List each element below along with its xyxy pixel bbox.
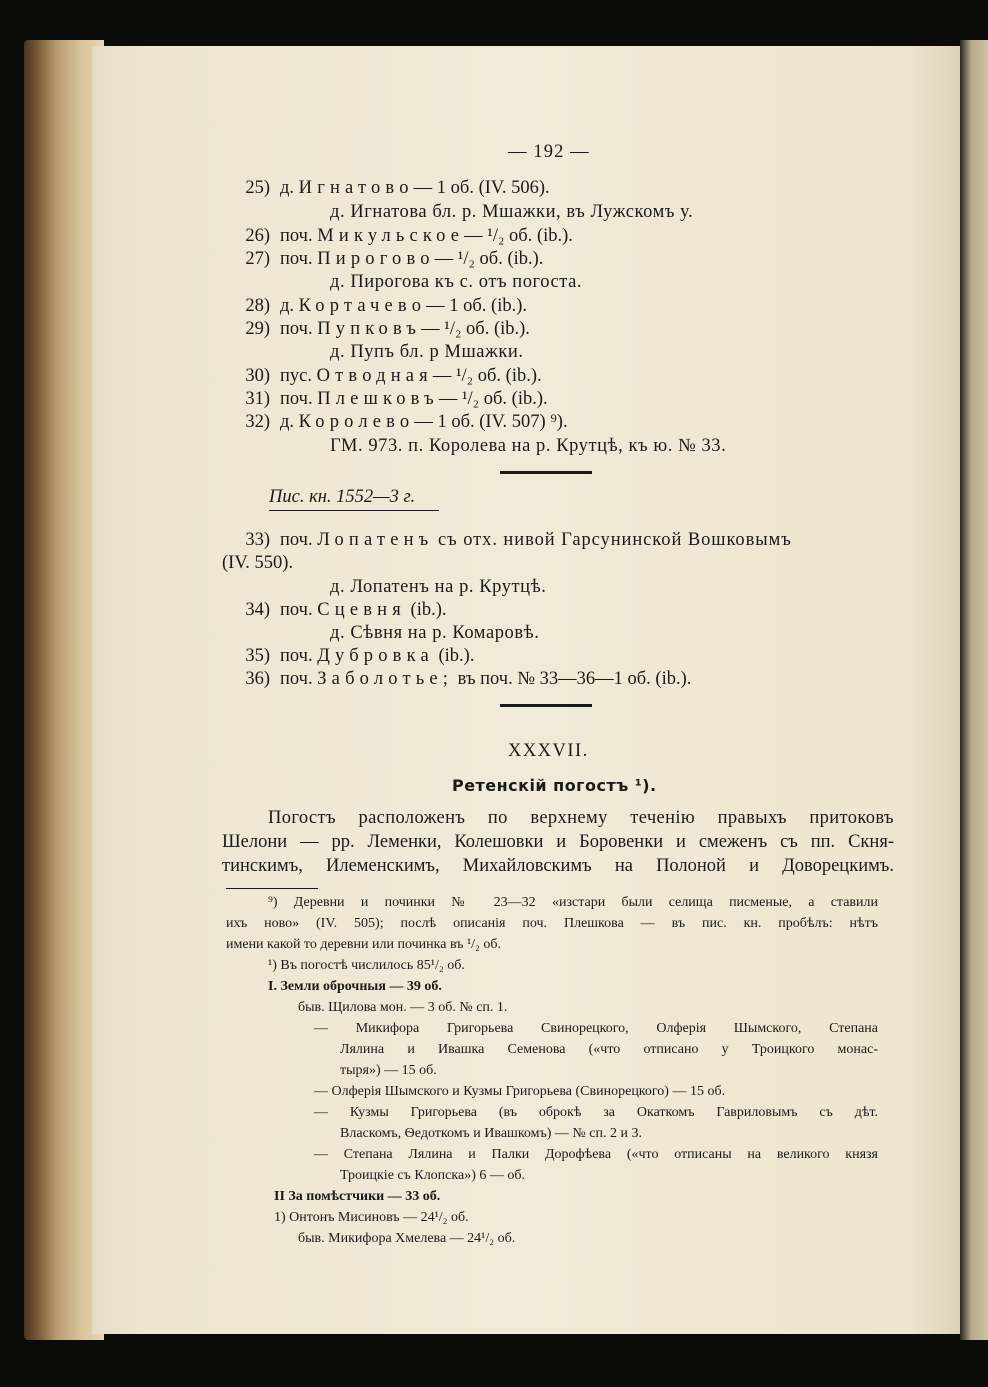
entry-26: 26) поч. Микульское— ¹/₂ об. (ib.). [245, 226, 573, 246]
entry-27-note: д. Пирогова къ с. отъ погоста. [330, 272, 583, 292]
footnote-line-12: Власкомъ, Ѳедоткомъ и Ивашкомъ) — № сп. 2 и 3. [340, 1126, 642, 1141]
entry-30: 30) пус. Отводная— ¹/₂ об. (ib.). [245, 366, 542, 386]
footnote-line-13: — Степана Лялина и Палки Дорофѣева («что отписаны на великого князя [314, 1147, 878, 1162]
entry-25: 25) д. Игнатово— 1 об. (IV. 506). [245, 178, 550, 198]
facing-page-edge [960, 40, 988, 1340]
footnote-line-16: 1) Онтонъ Мисиновъ — 24¹/₂ об. [274, 1210, 469, 1225]
footnote-section-1: I. Земли оброчныя — 39 об. [268, 979, 442, 994]
entry-31: 31) поч. Плешковъ— ¹/₂ об. (ib.). [245, 389, 548, 409]
divider-rule [500, 471, 592, 474]
footnote-line-6: быв. Щилова мон. — 3 об. № сп. 1. [298, 1000, 508, 1015]
chapter-number: XXXVII. [508, 741, 589, 761]
para-line-1: Погостъ расположенъ по верхнему теченію правыхъ притоковъ [268, 808, 894, 828]
footnote-1: ¹) Въ погостѣ числилось 85¹/₂ об. [268, 958, 465, 973]
footnote-rule [226, 888, 318, 889]
entry-25-note: д. Игнатова бл. р. Мшажки, въ Лужскомъ у. [330, 202, 694, 222]
footnote-section-2: II За помѣстчики — 33 об. [274, 1189, 441, 1204]
footnote-line-11: — Кузмы Григорьева (въ оброкѣ за Окаткомъ Гавриловымъ съ дѣт. [314, 1105, 878, 1120]
page-number: — 192 — [508, 142, 590, 162]
footnote-9-line-1: ⁹) Деревни и починки № 23—32 «изстари были селища писменые, а ставили [268, 895, 878, 910]
entry-33: 33) поч. Лопатенъ съ отх. нивой Гарсунинской Вошковымъ [245, 530, 792, 550]
para-line-2: Шелони — рр. Леменки, Колешовки и Боровенки и смеженъ съ пп. Скня- [222, 832, 894, 852]
entry-33-cont: (IV. 550). [222, 553, 294, 573]
entry-36: 36) поч. Заболотье; въ поч. № 33—36—1 об. (ib.). [245, 669, 692, 689]
footnote-line-7: — Микифора Григорьева Свинорецкого, Олферія Шымского, Степана [314, 1021, 878, 1036]
entry-32-note: ГМ. 973. п. Королева на р. Крутцѣ, къ ю. № 33. [330, 436, 727, 456]
divider-rule-2 [500, 704, 592, 707]
entry-35: 35) поч. Дубровка (ib.). [245, 646, 475, 666]
footnote-line-14: Троицкіе съ Клопска») 6 — об. [340, 1168, 525, 1183]
chapter-title: Ретенскій погостъ ¹). [452, 776, 657, 795]
entry-27: 27) поч. Пирогово— ¹/₂ об. (ib.). [245, 249, 544, 269]
entry-28: 28) д. Кортачево— 1 об. (ib.). [245, 296, 527, 316]
entry-34: 34) поч. Сцевня (ib.). [245, 600, 447, 620]
footnote-9-line-2: ихъ ново» (IV. 505); послѣ описанія поч. Плешкова — въ пис. кн. пробѣлъ: нѣтъ [226, 916, 878, 931]
footnote-line-17: быв. Микифора Хмелева — 24¹/₂ об. [298, 1231, 516, 1246]
para-line-3: тинскимъ, Илеменскимъ, Михайловскимъ на Полоной и Доворецкимъ. [222, 856, 894, 876]
entry-33-note: д. Лопатенъ на р. Крутцѣ. [330, 577, 547, 597]
entry-29: 29) поч. Пупковъ— ¹/₂ об. (ib.). [245, 319, 530, 339]
footnote-line-9: тыря») — 15 об. [340, 1063, 437, 1078]
entry-32: 32) д. Королево— 1 об. (IV. 507) ⁹). [245, 412, 568, 432]
section-label: Пис. кн. 1552—3 г. [269, 487, 416, 507]
entry-29-note: д. Пупъ бл. р Мшажки. [330, 342, 524, 362]
entry-34-note: д. Сѣвня на р. Комаровѣ. [330, 623, 540, 643]
section-underline [269, 510, 439, 511]
footnote-line-10: — Олферія Шымского и Кузмы Григорьева (Свинорецкого) — 15 об. [314, 1084, 726, 1099]
footnote-line-8: Лялина и Ивашка Семенова («что отписано у Троицкого монас- [340, 1042, 878, 1057]
footnote-9-line-3: имени какой то деревни или починка въ ¹/₂ об. [226, 937, 502, 952]
